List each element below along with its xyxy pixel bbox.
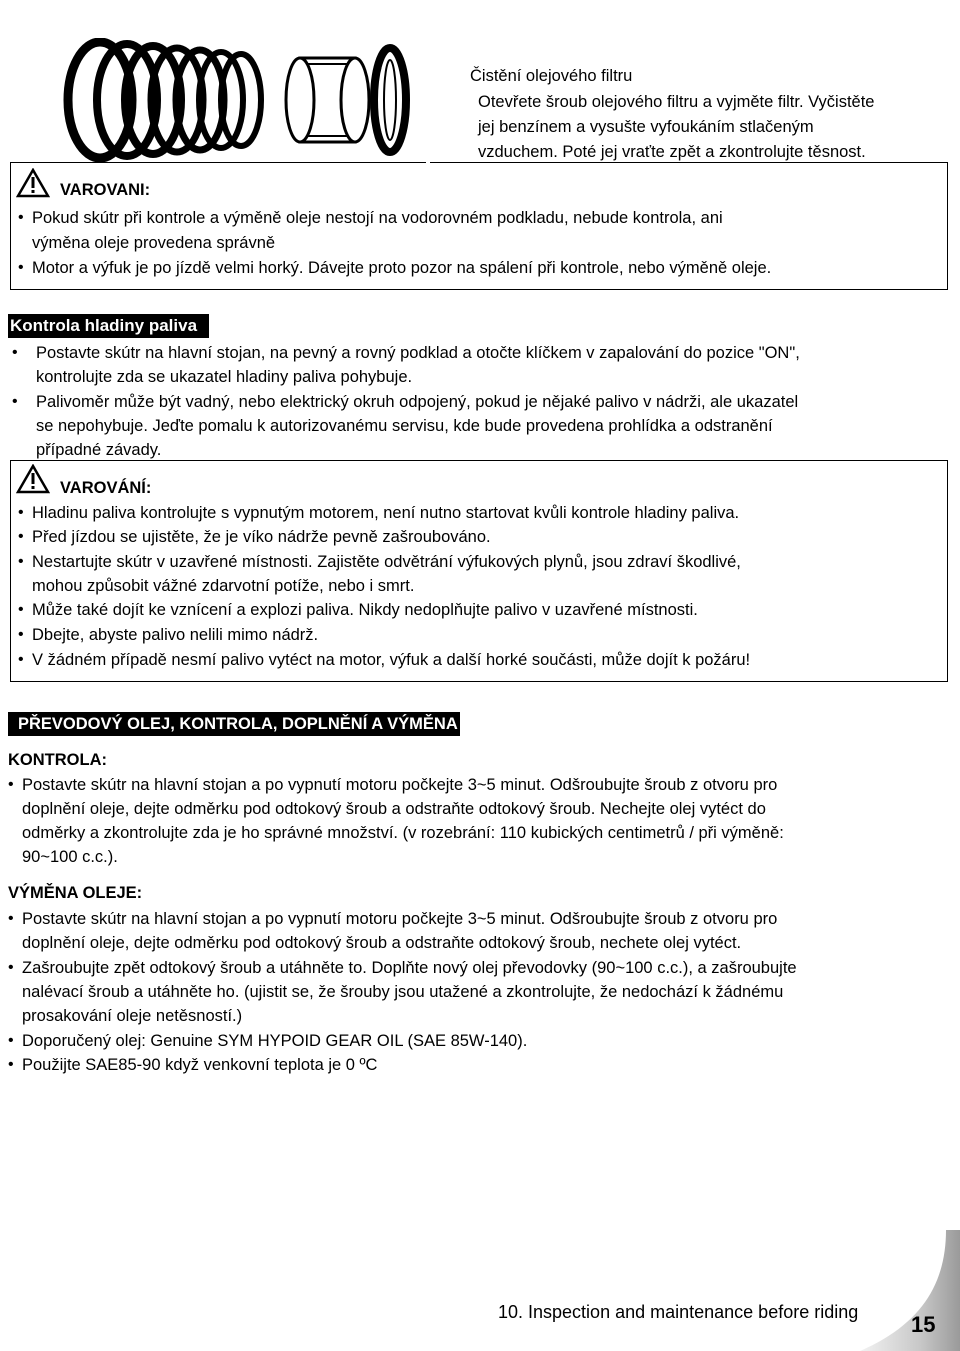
warning-text-line: výměna oleje provedena správně	[32, 234, 276, 252]
bullet: •	[8, 1056, 14, 1073]
warning-box-top-border	[430, 162, 948, 163]
gear-text-line: 90~100 c.c.).	[22, 848, 118, 866]
warning-box-top-border	[10, 162, 426, 163]
warning-text-line: mohou způsobit vážné zdarvotní potíže, nebo i smrt.	[32, 577, 415, 595]
bullet: •	[8, 1032, 14, 1049]
warning-text-line: Pokud skútr při kontrole a výměně oleje nestojí na vodorovném podkladu, nebude kontrola, ani	[32, 209, 723, 227]
gear-text-line: doplnění oleje, dejte odměrku pod odtokový šroub a odstraňte odtokový šroub, nechete olej vytéct.	[22, 934, 742, 952]
gear-text-line: odměrky a zkontrolujte zda je ho správné množství. (v rozebrání: 110 kubických centimetrů / při výměně:	[22, 824, 784, 842]
bullet: •	[8, 910, 14, 927]
warning-text-line: Dbejte, abyste palivo nelili mimo nádrž.	[32, 626, 319, 644]
fuel-text-line: případné závady.	[36, 441, 162, 459]
bullet: •	[18, 601, 24, 618]
fuel-text-line: kontrolujte zda se ukazatel hladiny paliva pohybuje.	[36, 368, 413, 386]
warning-title: VAROVÁNÍ:	[60, 479, 152, 497]
gear-text-line: Postavte skútr na hlavní stojan a po vypnutí motoru počkejte 3~5 minut. Odšroubujte šroub z otvoru pro	[22, 776, 778, 794]
warning-text-line: Může také dojít ke vznícení a explozi paliva. Nikdy nedoplňujte palivo v uzavřené místnosti.	[32, 601, 698, 619]
page-corner-curl	[860, 1230, 960, 1351]
bullet: •	[8, 776, 14, 793]
check-subtitle: KONTROLA:	[8, 751, 107, 769]
bullet: •	[12, 344, 18, 361]
warning-text-line: Nestartujte skútr v uzavřené místnosti. Zajistěte odvětrání výfukových plynů, jsou zdraví škodlivé,	[32, 553, 741, 571]
gear-text-line: nalévací šroub a utáhněte ho. (ujistit se, že šrouby jsou utažené a zkontrolujte, že nedochází k žádnému	[22, 983, 784, 1001]
filter-text-line: jej benzínem a vysušte vyfoukáním stlačeným	[478, 118, 814, 136]
gear-text-line: doplnění oleje, dejte odměrku pod odtokový šroub a odstraňte odtokový šroub. Nechejte olej vytéct do	[22, 800, 766, 818]
fuel-text-line: Postavte skútr na hlavní stojan, na pevný a rovný podklad a otočte klíčkem v zapalování do pozice "ON",	[36, 344, 800, 362]
section-header-fuel: Kontrola hladiny paliva	[8, 314, 209, 338]
warning-text-line: Před jízdou se ujistěte, že je víko nádrže pevně zašroubováno.	[32, 528, 491, 546]
bullet: •	[18, 504, 24, 521]
bullet: •	[18, 651, 24, 668]
bullet: •	[18, 209, 24, 226]
gear-text-line: Doporučený olej: Genuine SYM HYPOID GEAR OIL (SAE 85W-140).	[22, 1032, 528, 1050]
fuel-text-line: Palivoměr může být vadný, nebo elektrický okruh odpojený, pokud je nějaké palivo v nádrži, ale ukazatel	[36, 393, 799, 411]
bullet: •	[8, 959, 14, 976]
bullet: •	[12, 393, 18, 410]
warning-triangle-icon	[16, 464, 50, 494]
section-header-gear-oil: PŘEVODOVÝ OLEJ, KONTROLA, DOPLNĚNÍ A VÝMĚNA	[8, 712, 460, 736]
filter-text-line: vzduchem. Poté jej vraťte zpět a zkontrolujte těsnost.	[478, 143, 866, 161]
bullet: •	[18, 259, 24, 276]
warning-triangle-icon	[16, 168, 50, 198]
gear-text-line: prosakování oleje netěsností.)	[22, 1007, 243, 1025]
warning-text-line: V žádném případě nesmí palivo vytéct na motor, výfuk a další horké součásti, může dojít k požáru!	[32, 651, 751, 669]
change-subtitle: VÝMĚNA OLEJE:	[8, 884, 143, 902]
fuel-text-line: se nepohybuje. Jeďte pomalu k autorizovanému servisu, kde bude provedena prohlídka a odstranění	[36, 417, 773, 435]
page-number: 15	[911, 1312, 936, 1337]
gear-text-line: Použijte SAE85-90 když venkovní teplota je 0 ºC	[22, 1056, 378, 1074]
bullet: •	[18, 528, 24, 545]
gear-text-line: Postavte skútr na hlavní stojan a po vypnutí motoru počkejte 3~5 minut. Odšroubujte šroub z otvoru pro	[22, 910, 778, 928]
filter-text-line: Otevřete šroub olejového filtru a vyjměte filtr. Vyčistěte	[478, 93, 875, 111]
filter-title: Čistění olejového filtru	[470, 67, 633, 85]
warning-text-line: Hladinu paliva kontrolujte s vypnutým motorem, není nutno startovat kvůli kontrole hladiny paliva.	[32, 504, 740, 522]
warning-title: VAROVANI:	[60, 181, 151, 199]
gear-text-line: Zašroubujte zpět odtokový šroub a utáhněte to. Doplňte nový olej převodovky (90~100 c.c.), a zašroubujte	[22, 959, 797, 977]
oil-filter-illustration	[55, 38, 415, 168]
warning-text-line: Motor a výfuk je po jízdě velmi horký. Dávejte proto pozor na spálení při kontrole, nebo výměně oleje.	[32, 259, 772, 277]
footer-section-title: 10. Inspection and maintenance before riding	[498, 1302, 859, 1322]
bullet: •	[18, 626, 24, 643]
bullet: •	[18, 553, 24, 570]
